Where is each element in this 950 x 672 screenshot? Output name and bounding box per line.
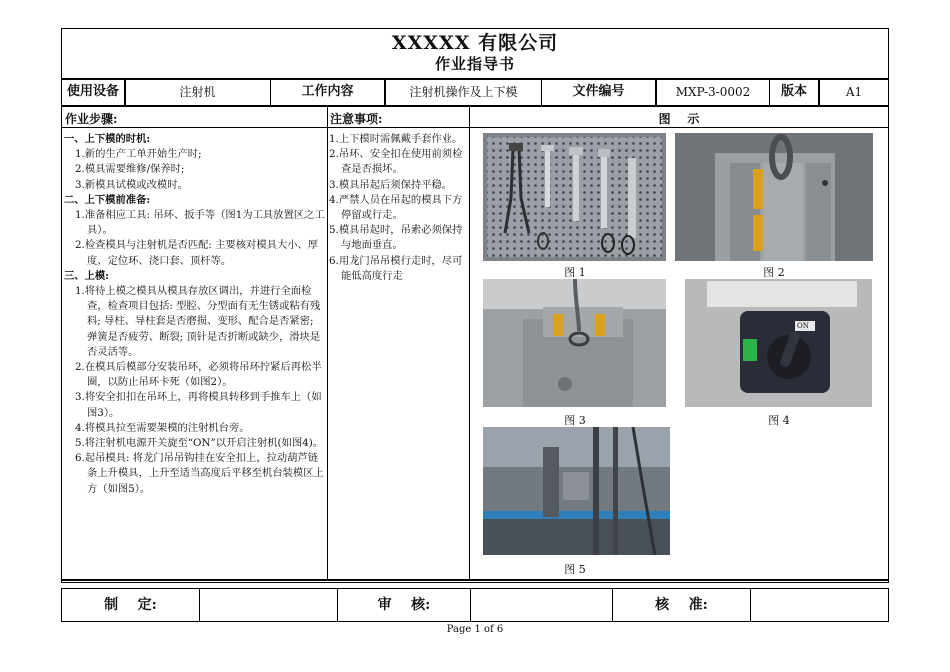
list-item: 4.严禁人员在吊起的模具下方停留或行走。 (329, 193, 463, 222)
list-item: 1.上下模时需佩戴手套作业。 (329, 133, 463, 145)
figure-2-mould-photo (675, 133, 873, 261)
file-number-value: MXP-3-0002 (675, 85, 751, 99)
body-col-line (469, 105, 470, 579)
notes-header: 注意事项: (330, 112, 383, 126)
mould-hook-icon (483, 279, 666, 407)
sign-col-line (470, 588, 471, 622)
prepared-by-label: 制 定: (104, 597, 157, 613)
list-item: 2.模具需要维修/保养时; (75, 163, 185, 176)
figure-1-tool-board-photo (483, 133, 666, 261)
reviewed-by-label: 审 核: (377, 597, 431, 613)
gantry-crane-icon (483, 427, 670, 555)
figures-header: 图 示 (658, 112, 700, 126)
list-item: 5.模具吊起时，吊索必须保持与地面垂直。 (329, 224, 463, 252)
work-content-value: 注射机操作及上下模 (409, 85, 518, 99)
tool-board-icon (483, 133, 666, 261)
equipment-value: 注射机 (179, 85, 216, 99)
list-item: 1.新的生产工单开始生产时; (75, 148, 202, 161)
body-bottom-line (61, 579, 889, 581)
list-item: 6.用龙门吊吊模行走时，尽可能低高度行走 (329, 254, 463, 282)
figure-3-safety-hook-photo (483, 279, 666, 407)
figure-1-caption: 图 1 (564, 266, 586, 279)
list-item: 4.将模具拉至需要架模的注射机台旁。 (75, 421, 250, 434)
figure-3-caption: 图 3 (564, 414, 586, 427)
company-name: XXXXX 有限公司 (391, 32, 559, 54)
list-item: 3.新模具试模或改模时。 (75, 178, 188, 191)
steps-header: 作业步骤: (65, 112, 118, 126)
step-section-title: 三、上模: (64, 269, 109, 282)
figure-5-caption: 图 5 (564, 563, 586, 576)
body-col-line (327, 105, 328, 579)
list-item: 1.将待上模之模具从模具存放区调出，并进行全面检查，检查项目包括: 型腔、分型面有无生锈或粘有残料; 导柱、导柱套是否磨损、变形、配合是否紧密; 弹簧是否疲劳、断裂; 顶针是否折断或缺少，滑块是否灵活等。 (75, 285, 321, 358)
figure-4-caption: 图 4 (768, 414, 790, 427)
list-item: 2.吊环、安全扣在使用前须检查是否损坏。 (329, 148, 463, 176)
sign-col-line (199, 588, 200, 622)
document-title: 作业指导书 (434, 55, 515, 73)
step-section-title: 一、上下模的时机: (64, 133, 151, 145)
figure-2-caption: 图 2 (763, 266, 785, 279)
version-value: A1 (845, 85, 863, 99)
list-item: 3.模具吊起后须保持平稳。 (329, 178, 453, 191)
work-content-label: 工作内容 (301, 84, 354, 99)
figure-4-power-switch-photo (685, 279, 872, 407)
figure-5-gantry-lift-photo (483, 427, 670, 555)
info-divider (61, 105, 889, 107)
list-item: 6.起吊模具: 将龙门吊吊钩挂在安全扣上，拉动葫芦链条上升模具，上升至适当高度后平移至机台装模区上方（如图5）。 (75, 452, 324, 495)
switch-on-label: ON (797, 322, 809, 330)
equipment-label: 使用设备 (66, 84, 119, 99)
list-item: 1.准备相应工具: 吊环、扳手等（图1为工具放置区之工具）。 (75, 209, 325, 237)
list-item: 2.检查模具与注射机是否匹配: 主要核对模具大小、厚度、定位环、浇口套、顶杆等。 (75, 239, 319, 267)
list-item: 2.在模具后模部分安装吊环，必须将吊环拧紧后再松半圈，以防止吊环卡死（如图2）。 (75, 361, 322, 389)
file-number-label: 文件编号 (572, 84, 625, 99)
precautions (329, 132, 467, 284)
work-steps (64, 132, 326, 497)
step-section-title: 二、上下模前准备: (64, 193, 151, 206)
mould-eyebolt-icon (675, 133, 873, 261)
list-item: 3.将安全扣扣在吊环上，再将模具转移到手推车上（如图3）。 (75, 391, 322, 419)
list-item: 5.将注射机电源开关旋至“ON”以开启注射机(如图4)。 (75, 437, 324, 450)
approved-by-label: 核 准: (655, 597, 708, 613)
sign-col-line (750, 588, 751, 622)
version-label: 版本 (780, 84, 807, 99)
power-switch-icon (685, 279, 872, 407)
page-number: Page 1 of 6 (446, 624, 504, 635)
